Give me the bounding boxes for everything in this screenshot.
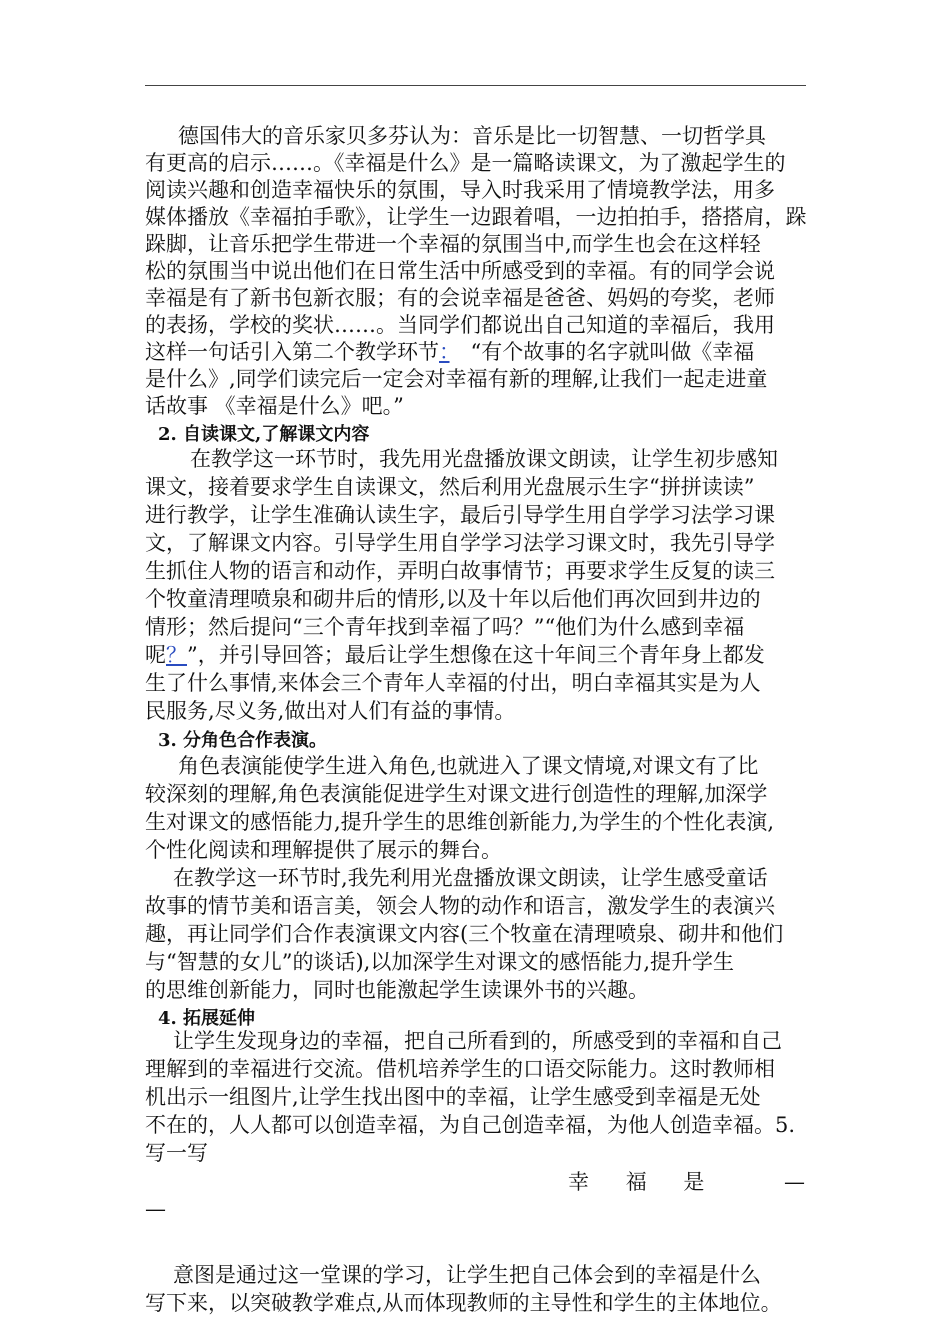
fill-in-prompt — [568, 1169, 734, 1196]
text-line: 德国伟大的音乐家贝多芬认为：音乐是比一切智慧、一切哲学具 — [178, 124, 766, 148]
text-line: 在教学这一环节时,我先利用光盘播放课文朗读，让学生感受童话 — [173, 866, 768, 890]
text-line: 进行教学，让学生准确认读生字，最后引导学生用自学学习法学习课 — [145, 503, 775, 527]
text-line: 故事的情节美和语言美，领会人物的动作和语言，激发学生的表演兴 — [145, 894, 775, 918]
header-rule — [145, 85, 806, 86]
text-line: 媒体播放《幸福拍手歌》，让学生一边跟着唱，一边拍拍手，搭搭肩，跺 — [145, 205, 807, 229]
text-line: 意图是通过这一堂课的学习，让学生把自己体会到的幸福是什么 — [173, 1263, 761, 1287]
text-line: 话故事 《幸福是什么》吧。” — [145, 394, 404, 418]
text-line: 与“智慧的女儿”的谈话),以加深学生对课文的感悟能力,提升学生 — [145, 950, 735, 974]
blank-dash: — — [784, 1170, 805, 1194]
text-line: 的思维创新能力，同时也能激起学生读课外书的兴趣。 — [145, 978, 649, 1002]
prompt-char: 幸 — [568, 1170, 589, 1194]
text-line: 情形；然后提问“三个青年找到幸福了吗？”“他们为什么感到幸福 — [145, 615, 745, 639]
text-segment: ”，并引导回答；最后让学生想像在这十年间三个青年身上都发 — [187, 643, 765, 667]
text-line: 写下来，以突破教学难点,从而体现教师的主导性和学生的主体地位。 — [145, 1291, 782, 1315]
text-line: 有更高的启示……。《幸福是什么》是一篇略读课文，为了激起学生的 — [145, 151, 786, 175]
prompt-char: 是 — [683, 1170, 705, 1194]
section-heading: 4. 拓展延伸 — [158, 1008, 256, 1029]
text-line: 较深刻的理解,角色表演能促进学生对课文进行创造性的理解,加深学 — [145, 782, 768, 806]
blank-dash: — — [145, 1197, 166, 1221]
text-segment: 这样一句话引入第二个教学环节 — [145, 340, 439, 364]
text-line: 的表扬，学校的奖状……。当同学们都说出自己知道的幸福后，我用 — [145, 313, 775, 337]
text-segment: “有个故事的名字就叫做《幸福 — [449, 340, 755, 364]
text-line: 角色表演能使学生进入角色,也就进入了课文情境,对课文有了比 — [178, 754, 759, 778]
text-line: 让学生发现身边的幸福，把自己所看到的，所感受到的幸福和自己 — [173, 1029, 782, 1053]
text-line: 趣，再让同学们合作表演课文内容(三个牧童在清理喷泉、砌井和他们 — [145, 922, 784, 946]
text-line: 写一写 — [145, 1141, 208, 1165]
text-line: 机出示一组图片,让学生找出图中的幸福，让学生感受到幸福是无处 — [145, 1085, 761, 1109]
prompt-char: 福 — [625, 1170, 647, 1194]
text-line: 理解到的幸福进行交流。借机培养学生的口语交际能力。这时教师相 — [145, 1057, 775, 1081]
text-line — [145, 642, 765, 669]
text-line: 个牧童清理喷泉和砌井后的情形,以及十年以后他们再次回到井边的 — [145, 587, 761, 611]
text-segment: 呢 — [145, 643, 166, 667]
text-line: 阅读兴趣和创造幸福快乐的氛围，导入时我采用了情境教学法，用多 — [145, 178, 775, 202]
text-line: 是什么》,同学们读完后一定会对幸福有新的理解,让我们一起走进童 — [145, 367, 768, 391]
text-line: 民服务,尽义务,做出对人们有益的事情。 — [145, 699, 516, 723]
text-line: 不在的，人人都可以创造幸福，为自己创造幸福，为他人创造幸福。5. — [145, 1113, 796, 1137]
text-line: 在教学这一环节时，我先用光盘播放课文朗读，让学生初步感知 — [190, 447, 778, 471]
text-line: 跺脚，让音乐把学生带进一个幸福的氛围当中,而学生也会在这样轻 — [145, 232, 761, 256]
text-line — [145, 339, 754, 366]
colon-link[interactable]: ： — [439, 340, 450, 364]
question-link[interactable]: ？ — [166, 643, 187, 667]
text-line: 幸福是有了新书包新衣服；有的会说幸福是爸爸、妈妈的夸奖，老师 — [145, 286, 775, 310]
section-heading: 2. 自读课文,了解课文内容 — [158, 424, 370, 445]
section-heading: 3. 分角色合作表演。 — [158, 730, 328, 751]
text-line: 生抓住人物的语言和动作，弄明白故事情节；再要求学生反复的读三 — [145, 559, 775, 583]
text-line: 个性化阅读和理解提供了展示的舞台。 — [145, 838, 502, 862]
text-line: 生对课文的感悟能力,提升学生的思维创新能力,为学生的个性化表演, — [145, 810, 775, 834]
text-line: 生了什么事情,来体会三个青年人幸福的付出，明白幸福其实是为人 — [145, 671, 761, 695]
text-line: 松的氛围当中说出他们在日常生活中所感受到的幸福。有的同学会说 — [145, 259, 775, 283]
text-line: 课文，接着要求学生自读课文，然后利用光盘展示生字“拼拼读读” — [145, 475, 755, 499]
text-line: 文，了解课文内容。引导学生用自学学习法学习课文时，我先引导学 — [145, 531, 775, 555]
